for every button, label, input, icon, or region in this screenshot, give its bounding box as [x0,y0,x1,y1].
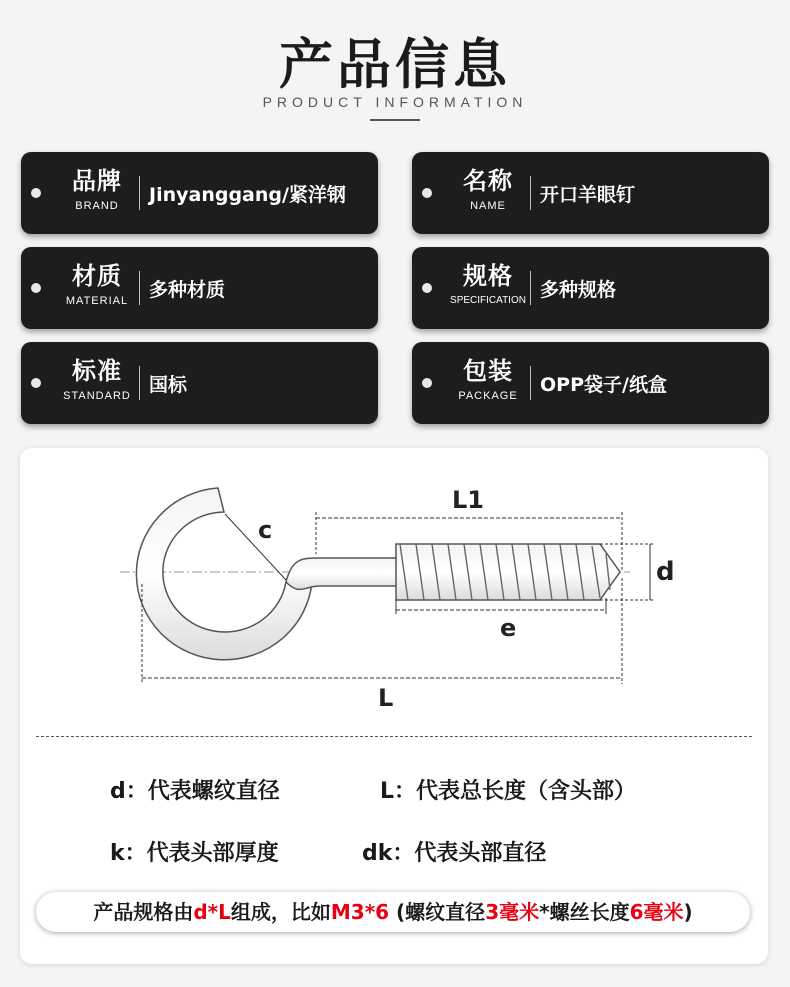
bullet-dot [422,378,432,388]
note-highlight: d*L [193,900,231,924]
title-underline [370,119,420,121]
spec-label-en: NAME [470,200,506,212]
bullet-dot [31,378,41,388]
divider [530,176,531,210]
bullet-dot [422,283,432,293]
note-highlight: 3毫米 [485,900,540,924]
spec-card-package [412,342,769,424]
spec-value: 多种规格 [540,279,617,301]
legend-dk: dk：代表头部直径 [362,841,547,866]
divider [139,176,140,210]
spec-value: 开口羊眼钉 [540,184,636,206]
divider [530,271,531,305]
spec-format-note [36,892,750,932]
page-title: 产品信息 [279,33,511,96]
dashed-divider [36,736,752,737]
open-eye-hook [136,488,312,660]
dim-l1-label: L1 [452,486,484,514]
page-subtitle: PRODUCT INFORMATION [262,94,528,110]
dim-c-label: c [258,516,273,544]
spec-label-en: SPECIFICATION [450,295,526,306]
note-highlight: 6毫米 [629,900,684,924]
spec-value: 多种材质 [149,279,226,301]
bullet-dot [31,188,41,198]
spec-label [47,356,147,402]
spec-label [47,166,147,212]
header [0,0,790,140]
legend-L: L：代表总长度（含头部） [380,779,637,804]
divider [530,366,531,400]
spec-label-en: MATERIAL [65,295,129,307]
eye-screw-diagram [20,448,768,738]
note-highlight: M3*6 [330,900,390,924]
diagram-panel [20,448,768,964]
divider [139,271,140,305]
dim-e-label: e [500,614,517,642]
spec-card-standard [21,342,378,424]
note-text: *螺丝长度 [539,900,630,924]
legend-k: k：代表头部厚度 [110,841,279,866]
spec-label-en: STANDARD [63,390,131,402]
spec-card-specification [412,247,769,329]
bullet-dot [31,283,41,293]
screw-neck [286,558,400,589]
note-text: ) [683,900,693,924]
spec-label [438,261,538,306]
spec-label-cn: 品牌 [72,167,122,195]
bullet-dot [422,188,432,198]
spec-card-name [412,152,769,234]
spec-card-brand [21,152,378,234]
spec-label [47,261,147,307]
note-text: (螺纹直径 [389,900,486,924]
spec-value: 国标 [149,374,188,396]
spec-label-cn: 包装 [463,357,513,385]
spec-label-cn: 材质 [72,262,122,290]
divider [139,366,140,400]
threaded-shank [396,544,620,600]
spec-label-cn: 规格 [463,262,513,290]
dim-l-label: L [378,684,394,712]
spec-label-en: PACKAGE [458,390,518,402]
dim-d-label: d [656,557,675,587]
spec-label-cn: 标准 [72,357,122,385]
note-text: 产品规格由 [93,900,194,924]
spec-card-material [21,247,378,329]
legend-d: d：代表螺纹直径 [110,779,280,804]
spec-label [438,356,538,402]
note-text: 组成，比如 [230,900,331,924]
spec-label-en: BRAND [75,200,119,212]
dim-c-line [225,514,286,580]
spec-value: OPP袋子/纸盒 [540,374,667,396]
spec-value: Jinyanggang/紧洋钢 [149,184,346,206]
spec-label [438,166,538,212]
spec-label-cn: 名称 [463,167,513,195]
